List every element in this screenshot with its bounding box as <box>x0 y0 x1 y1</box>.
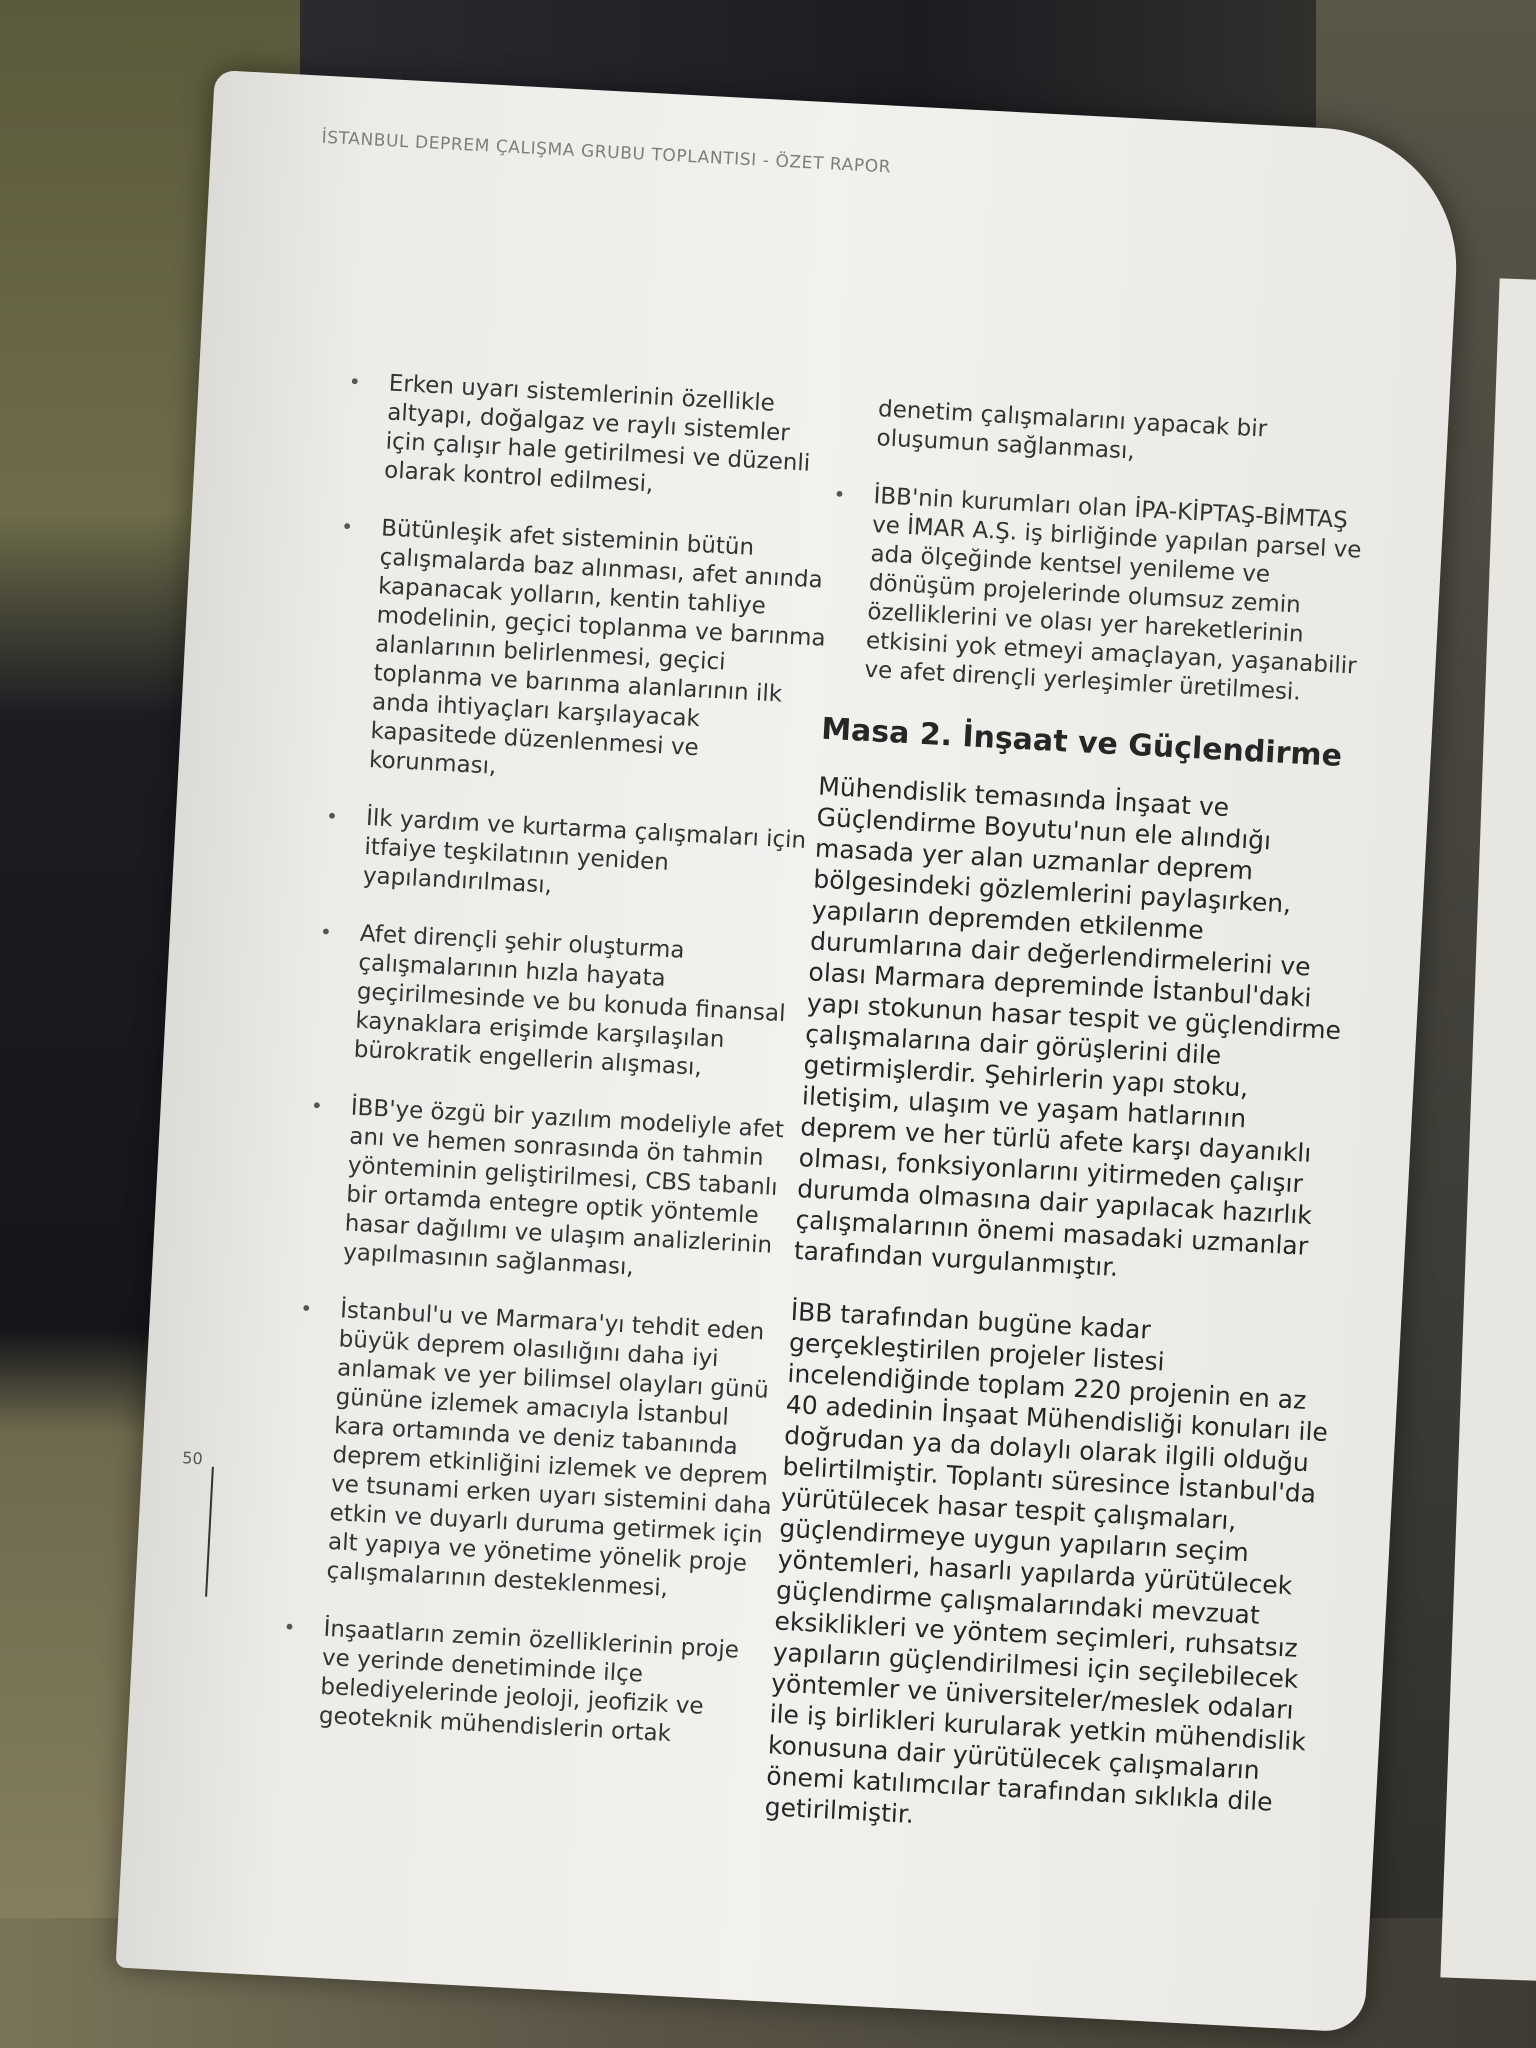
running-header: İSTANBUL DEPREM ÇALIŞMA GRUBU TOPLANTISI - ÖZET RAPOR <box>321 127 892 178</box>
list-item: • İBB'nin kurumları olan İPA-KİPTAŞ-BİMTAŞ ve İMAR A.Ş. iş birliğinde yapılan parsel ve ada ölçeğinde kentsel yenileme ve dönüşüm projelerinde olumsuz zemin özelliklerini ve olası yer hareketlerinin etkisini yok etmeyi amaçlayan, yaşanabilir ve afet dirençli yerleşimler üretilmesi. <box>824 480 1379 711</box>
body-paragraph: İBB tarafından bugüne kadar gerçekleştirilen projeler listesi incelendiğinde toplam 220 projenin en az 40 adedinin İnşaat Mühendisliği konuları ile doğrudan ya da dolaylı olarak ilgili olduğu belirtilmiştir. Toplantı süresince İstanbul'da yürütülecek hasar tespit çalışmaları, güçlendirmeye uygun yapıların seçim yöntemleri, hasarlı yapılarda yürütülecek güçlendirme çalışmalarındaki mevzuat eksiklikleri ve yöntem seçimleri, ruhsatsız yapıların güçlendirilmesi için seçilebilecek yöntemler ve üniversiteler/meslek odaları ile iş birlikleri kurularak yetkin mühendislik konusuna dair yürütülecek çalışmaların önemi katılımcılar tarafından sıklıkla dile getirilmiştir. <box>764 1296 1329 1829</box>
left-column <box>277 367 839 1783</box>
list-item: • İnşaatların zemin özelliklerinin proje ve yerinde denetiminde ilçe belediyelerinde jeoloji, jeofizik ve geoteknik mühendislerin ortak <box>278 1613 773 1754</box>
list-item: • İstanbul'u ve Marmara'yı tehdit eden büyük deprem olasılığını daha iyi anlamak ve yer bilimsel olayları günü gününe izlemek amacıyla İstanbul kara ortamında ve deniz tabanında deprem etkinliğini izlemek ve deprem ve tsunami erken uyarı sistemini daha etkin ve duyarlı duruma getirmek için alt yapıya ve yönetime yönelik proje çalışmalarının desteklenmesi, <box>286 1294 791 1609</box>
body-paragraph: Mühendislik temasında İnşaat ve Güçlendirme Boyutu'nun ele alındığı masada yer alan uzmanlar deprem bölgesindeki gözlemlerini paylaşırken, yapıların depremden etkilenme durumlarına dair değerlendirmelerini ve olası Marmara depreminde İstanbul'daki yapı stokunun hasar tespit ve güçlendirme çalışmalarına dair görüşlerini dile getirmişlerdir. Şehirlerin yapı stoku, iletişim, ulaşım ve yaşam hatlarının deprem ve her türlü afete karşı dayanıklı olması, fonksiyonlarını yitirmeden çalışır durumda olmasına dair yapılacak hazırlık çalışmalarının önemi masadaki uzmanlar tarafından vurgulanmıştır. <box>793 771 1342 1282</box>
list-item: • İlk yardım ve kurtarma çalışmaları için itfaiye teşkilatının yeniden yapılandırılması, <box>322 802 816 915</box>
right-bullet-list <box>824 480 1379 711</box>
list-item: • Afet dirençli şehir oluşturma çalışmalarının hızla hayata geçirilmesinde ve bu konuda finansal kaynaklara erişimde karşılaşılan bürokratik engellerin alışması, <box>313 918 810 1088</box>
list-item: • Erken uyarı sistemlerinin özellikle altyapı, doğalgaz ve raylı sistemler için çalışır hale getirilmesi ve düzenli olarak kontrol edilmesi, <box>344 367 839 508</box>
continued-bullet-text: denetim çalışmalarını yapacak bir oluşumun sağlanması, <box>875 396 1268 465</box>
footer-rule <box>205 1467 214 1597</box>
document-page <box>116 70 1464 2033</box>
section-heading: Masa 2. İnşaat ve Güçlendirme <box>820 711 1343 774</box>
right-column <box>762 393 1383 1881</box>
page-number: 50 <box>181 1448 204 1469</box>
list-item: • Bütünleşik afet sisteminin bütün çalışmalarda baz alınması, afet anında kapanacak yolların, kentin tahliye modelinin, geçici toplanma ve barınma alanlarının belirlenmesi, geçici toplanma ve barınma alanlarının ilk anda ihtiyaçları karşılayacak kapasitede düzenlenmesi ve korunması, <box>328 512 831 798</box>
list-item: • İBB'ye özgü bir yazılım modeliyle afet anı ve hemen sonrasında ön tahmin yönteminin geliştirilmesi, CBS tabanlı bir ortamda entegre optik yöntemle hasar dağılımı ve ulaşım analizlerinin yapılmasının sağlanması, <box>303 1091 801 1290</box>
left-bullet-list <box>278 367 839 1754</box>
